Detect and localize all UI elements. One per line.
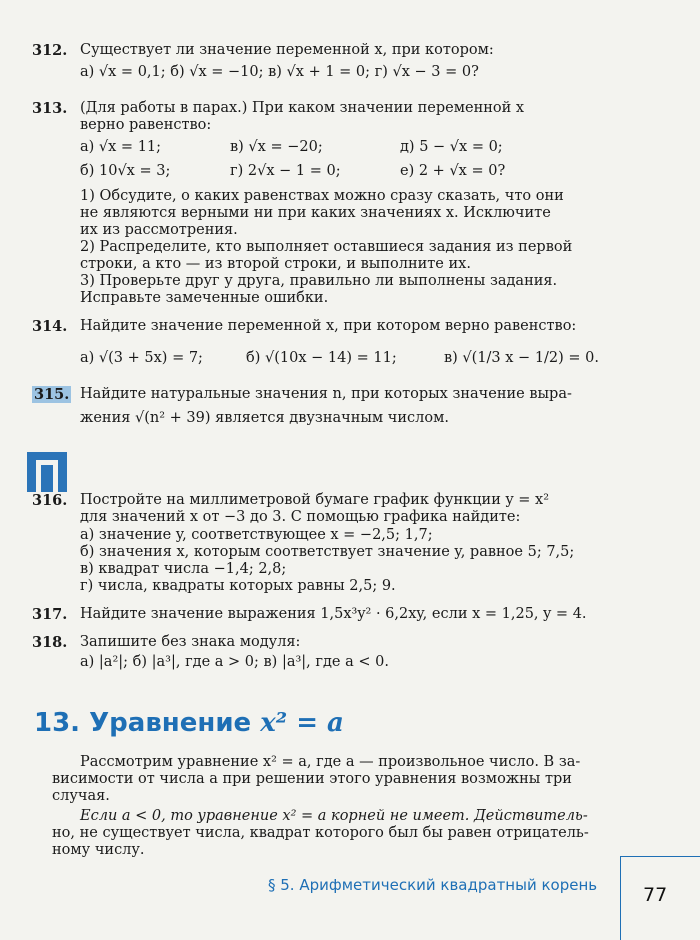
- problem-316-line: Постройте на миллиметровой бумаге график функции y = x²: [80, 492, 550, 508]
- practice-block-icon: [27, 452, 67, 492]
- problem-315-text-2: жения √(n² + 39) является двузначным числом.: [80, 410, 450, 426]
- paragraph-line: Рассмотрим уравнение x² = a, где a — произвольное число. В за-: [80, 754, 581, 770]
- problem-313-step: 3) Проверьте друг у друга, правильно ли выполнены задания.: [80, 273, 558, 289]
- section-title-math: x² = a: [260, 708, 344, 738]
- problem-312-options: а) √x = 0,1; б) √x = −10; в) √x + 1 = 0; г) √x − 3 = 0?: [80, 64, 479, 80]
- paragraph-line: Если a < 0, то уравнение x² = a корней не имеет. Действитель-: [80, 808, 588, 824]
- problem-316-line: г) числа, квадраты которых равны 2,5; 9.: [80, 578, 396, 594]
- problem-313-d: д) 5 − √x = 0;: [400, 139, 503, 155]
- problem-313-text: (Для работы в парах.) При каком значении переменной x: [80, 100, 525, 116]
- problem-317-number: 317.: [32, 606, 68, 623]
- problem-313-a: а) √x = 11;: [80, 139, 162, 155]
- problem-313-step: строки, а кто — из второй строки, и выполните их.: [80, 256, 471, 272]
- paragraph-line: но, не существует числа, квадрат которого был бы равен отрицатель-: [52, 825, 589, 841]
- problem-313-b: б) 10√x = 3;: [80, 163, 171, 179]
- problem-313-step: 2) Распределите, кто выполняет оставшиеся задания из первой: [80, 239, 573, 255]
- problem-318-options: а) |a²|; б) |a³|, где a > 0; в) |a³|, где a < 0.: [80, 654, 389, 670]
- problem-318-text: Запишите без знака модуля:: [80, 634, 301, 650]
- problem-313-step: Исправьте замеченные ошибки.: [80, 290, 329, 306]
- page-number: 77: [643, 884, 668, 906]
- problem-316-line: а) значение y, соответствующее x = −2,5; 1,7;: [80, 527, 433, 543]
- problem-313-step: 1) Обсудите, о каких равенствах можно сразу сказать, что они: [80, 188, 564, 204]
- paragraph-line: висимости от числа a при решении этого уравнения возможны три: [52, 771, 572, 787]
- problem-316-line: в) квадрат числа −1,4; 2,8;: [80, 561, 287, 577]
- problem-316-number: 316.: [32, 492, 68, 509]
- problem-313-e: е) 2 + √x = 0?: [400, 163, 506, 179]
- problem-314-v: в) √(1/3 x − 1/2) = 0.: [444, 350, 600, 366]
- problem-316-line: б) значения x, которым соответствует значение y, равное 5; 7,5;: [80, 544, 575, 560]
- problem-313-step: их из рассмотрения.: [80, 222, 238, 238]
- problem-318-number: 318.: [32, 634, 68, 651]
- section-number: 13.: [34, 708, 81, 738]
- page-number-rule: [620, 856, 621, 940]
- problem-313-number: 313.: [32, 100, 68, 117]
- footer-rule: [620, 856, 700, 857]
- section-title-word: Уравнение: [89, 708, 252, 738]
- chapter-footer: § 5. Арифметический квадратный корень: [268, 876, 598, 894]
- problem-313-g: г) 2√x − 1 = 0;: [230, 163, 341, 179]
- problem-312-text: Существует ли значение переменной x, при котором:: [80, 42, 494, 58]
- problem-312-number: 312.: [32, 42, 68, 59]
- problem-313-step: не являются верными ни при каких значениях x. Исключите: [80, 205, 551, 221]
- problem-316-line: для значений x от −3 до 3. С помощью графика найдите:: [80, 509, 521, 525]
- problem-317-text: Найдите значение выражения 1,5x³y² · 6,2xy, если x = 1,25, y = 4.: [80, 606, 587, 622]
- problem-313-v: в) √x = −20;: [230, 139, 323, 155]
- problem-313-text-2: верно равенство:: [80, 117, 212, 133]
- paragraph-line: ному числу.: [52, 842, 145, 858]
- problem-314-text: Найдите значение переменной x, при котором верно равенство:: [80, 318, 577, 334]
- problem-314-b: б) √(10x − 14) = 11;: [246, 350, 397, 366]
- section-title: [34, 708, 344, 738]
- problem-315-badge: 315.: [34, 386, 70, 403]
- problem-314-a: а) √(3 + 5x) = 7;: [80, 350, 203, 366]
- paragraph-line: случая.: [52, 788, 110, 804]
- problem-315-text: Найдите натуральные значения n, при которых значение выра-: [80, 386, 572, 402]
- problem-315-number: [32, 386, 71, 403]
- problem-314-number: 314.: [32, 318, 68, 335]
